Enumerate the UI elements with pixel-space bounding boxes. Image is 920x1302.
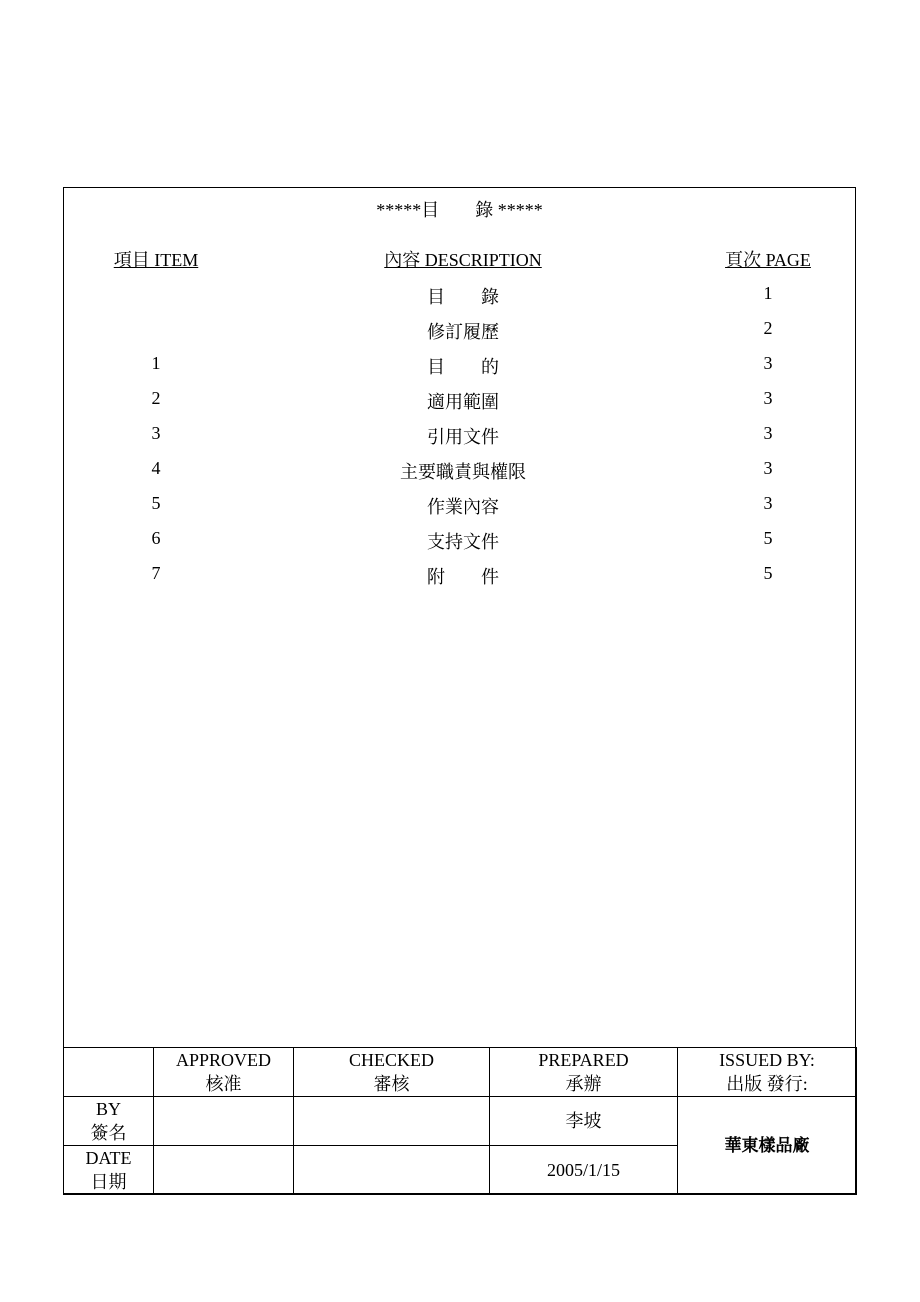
toc-description-cell: 目 錄 (427, 287, 499, 307)
toc-page-cell: 2 (763, 318, 773, 338)
toc-page-cell: 5 (763, 563, 773, 583)
prepared-signature-cell: 李坡 (490, 1097, 678, 1146)
toc-description-cell: 適用範圍 (427, 392, 499, 412)
toc-item-cell: 2 (151, 388, 161, 408)
by-en: BY (95, 1099, 121, 1119)
toc-item-cell: 6 (151, 528, 161, 548)
toc-row (64, 423, 855, 458)
toc-description-cell: 附 件 (427, 567, 499, 587)
by-label (64, 1097, 154, 1146)
toc-description-cell: 支持文件 (427, 532, 499, 552)
header-description: 內容 DESCRIPTION (384, 250, 542, 270)
checked-zh: 審核 (373, 1074, 410, 1094)
date-label (64, 1146, 154, 1195)
date-en: DATE (85, 1148, 132, 1168)
prepared-en: PREPARED (538, 1050, 629, 1070)
toc-row (64, 458, 855, 493)
toc-item-cell: 5 (151, 493, 161, 513)
checked-signature-cell (294, 1097, 490, 1146)
toc-page-cell: 3 (763, 493, 773, 513)
prepared-date-cell: 2005/1/15 (490, 1146, 678, 1195)
signoff-table (63, 1047, 857, 1195)
toc-description-cell: 主要職責與權限 (400, 462, 526, 482)
toc-item-cell: 1 (151, 353, 161, 373)
toc-row (64, 283, 855, 318)
date-zh: 日期 (90, 1172, 127, 1192)
approved-header (154, 1048, 294, 1097)
toc-row (64, 528, 855, 563)
toc-title: *****目 錄 ***** (376, 200, 543, 220)
toc-description-cell: 引用文件 (427, 427, 499, 447)
toc-description-cell: 目 的 (427, 357, 499, 377)
issued-zh: 出版 發行: (726, 1074, 808, 1094)
toc-row (64, 353, 855, 388)
issued-header (678, 1048, 857, 1097)
approved-zh: 核准 (205, 1074, 242, 1094)
toc-row (64, 388, 855, 423)
header-page: 頁次 PAGE (725, 250, 811, 270)
approved-en: APPROVED (175, 1050, 272, 1070)
toc-page-cell: 1 (763, 283, 773, 303)
toc-page-cell: 3 (763, 458, 773, 478)
header-item: 項目 ITEM (113, 250, 199, 270)
toc-item-cell: 4 (151, 458, 161, 478)
issuer-cell: 華東樣品廠 (678, 1097, 857, 1195)
checked-en: CHECKED (349, 1050, 434, 1070)
toc-row (64, 493, 855, 528)
issued-en: ISSUED BY: (719, 1050, 815, 1070)
toc-row (64, 318, 855, 353)
document-frame (63, 187, 856, 1194)
toc-description-cell: 修訂履歷 (427, 322, 499, 342)
prepared-zh: 承辦 (565, 1074, 602, 1094)
approved-signature-cell (154, 1097, 294, 1146)
toc-page-cell: 3 (763, 353, 773, 373)
toc-row (64, 563, 855, 598)
approved-date-cell (154, 1146, 294, 1195)
signoff-corner-cell (64, 1048, 154, 1097)
toc-page-cell: 5 (763, 528, 773, 548)
by-zh: 簽名 (90, 1123, 127, 1143)
checked-date-cell (294, 1146, 490, 1195)
toc-description-cell: 作業內容 (427, 497, 499, 517)
toc-page-cell: 3 (763, 388, 773, 408)
toc-item-cell: 3 (151, 423, 161, 443)
prepared-header (490, 1048, 678, 1097)
checked-header (294, 1048, 490, 1097)
toc-item-cell: 7 (151, 563, 161, 583)
toc-page-cell: 3 (763, 423, 773, 443)
